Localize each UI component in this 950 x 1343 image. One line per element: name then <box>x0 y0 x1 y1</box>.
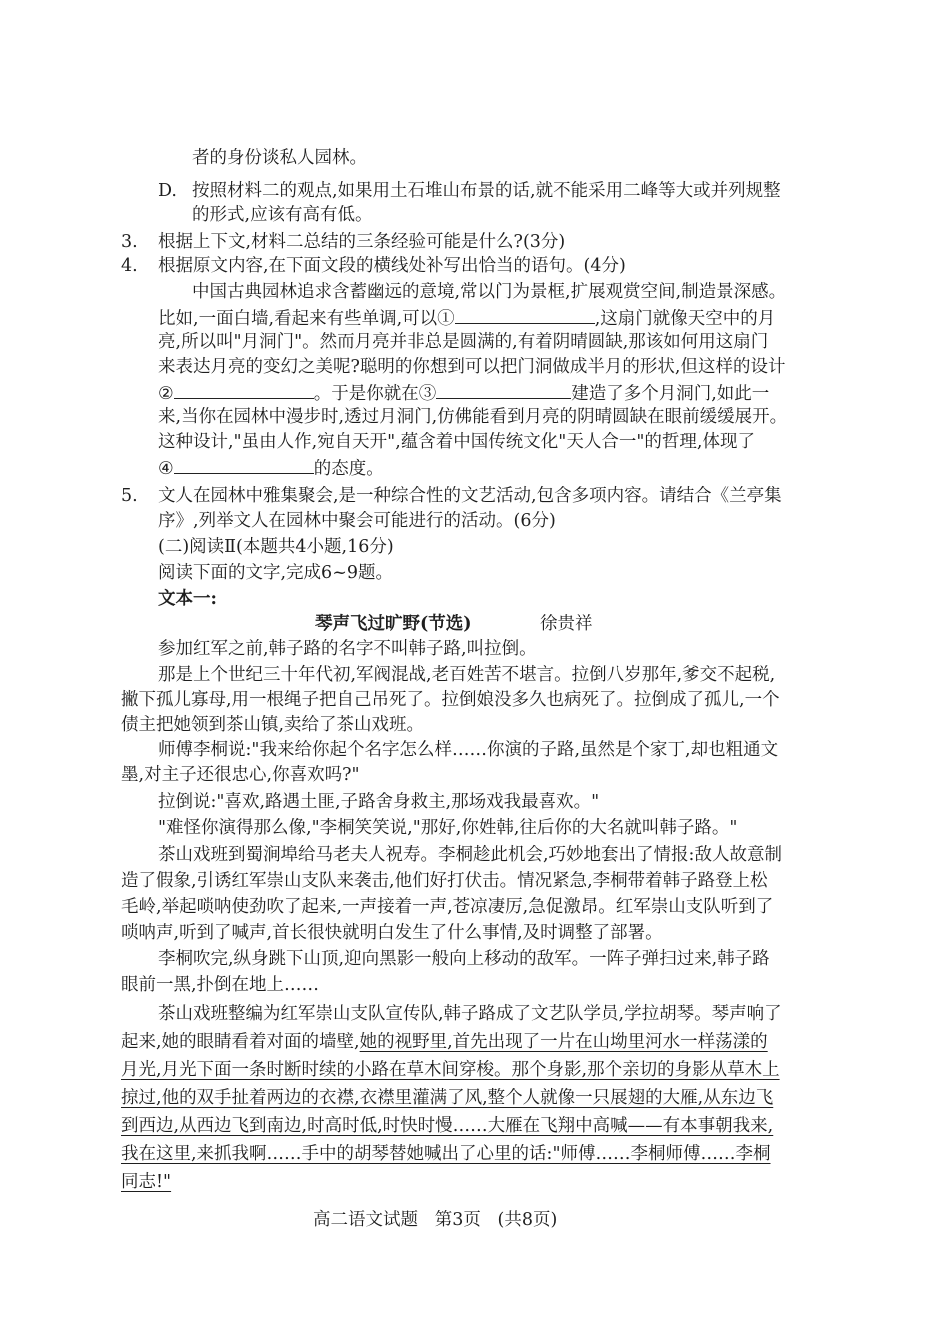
story-line: 李桐吹完,纵身跳下山顶,迎向黑影一般向上移动的敌军。一阵子弹扫过来,韩子路 <box>158 949 770 969</box>
underlined-passage: 我在这里,来抓我啊……手中的胡琴替她喊出了心里的话:"师傅……李桐师傅……李桐 <box>121 1144 771 1164</box>
option-d-text: 按照材料二的观点,如果用土石堆山布景的话,就不能采用二峰等大或并列规整 <box>192 181 781 201</box>
page-footer: 高二语文试题 第3页 (共8页) <box>313 1210 558 1230</box>
section-heading: (二)阅读Ⅱ(本题共4小题,16分) <box>158 537 394 557</box>
q4-passage-line <box>158 455 384 481</box>
story-line: 唢呐声,听到了喊声,首长很快就明白发生了什么事情,及时调整了部署。 <box>121 923 663 943</box>
story-line: 债主把她领到茶山镇,卖给了茶山戏班。 <box>121 715 425 735</box>
story-line: 毛岭,举起唢呐使劲吹了起来,一声接着一声,苍凉凄厉,急促激昂。红军崇山支队听到了 <box>121 897 774 917</box>
q3-number: 3. <box>121 232 138 252</box>
story-line: 眼前一黑,扑倒在地上…… <box>121 975 320 995</box>
q4-passage-line: 这种设计,"虽由人作,宛自天开",蕴含着中国传统文化"天人合一"的哲理,体现了 <box>158 432 755 452</box>
q4-number: 4. <box>121 256 138 276</box>
story-line: 墨,对主子还很忠心,你喜欢吗?" <box>121 765 360 785</box>
story-line: 拉倒说:"喜欢,路遇土匪,子路舍身救主,那场戏我最喜欢。" <box>158 792 600 812</box>
text1-label: 文本一: <box>158 589 217 609</box>
story-line: 茶山戏班到蜀涧埠给马老夫人祝寿。李桐趁此机会,巧妙地套出了情报:敌人故意制 <box>158 845 782 865</box>
q5-continuation: 序》,列举文人在园林中聚会可能进行的活动。(6分) <box>158 511 556 531</box>
q4-passage-text: 建造了多个月洞门,如此一 <box>571 384 770 404</box>
q4-passage-text: 比如,一面白墙,看起来有些单调,可以① <box>158 309 455 329</box>
story-line: "难怪你演得那么像,"李桐笑笑说,"那好,你姓韩,往后你的大名就叫韩子路。" <box>158 818 738 838</box>
story-line <box>121 1030 768 1054</box>
q4-passage-text: ② <box>158 384 174 404</box>
option-d-label: D. <box>158 181 177 201</box>
q4-passage-text: 的态度。 <box>313 459 384 479</box>
q4-passage-line: 中国古典园林追求含蓄幽远的意境,常以门为景框,扩展观赏空间,制造景深感。 <box>192 282 787 302</box>
story-line: 参加红军之前,韩子路的名字不叫韩子路,叫拉倒。 <box>158 639 537 659</box>
story-line: 造了假象,引诱红军崇山支队来袭击,他们好打伏击。情况紧急,李桐带着韩子路登上松 <box>121 871 768 891</box>
q3-text: 根据上下文,材料二总结的三条经验可能是什么?(3分) <box>158 232 566 252</box>
q5-text: 文人在园林中雅集聚会,是一种综合性的文艺活动,包含多项内容。请结合《兰亭集 <box>158 486 782 506</box>
q4-passage-text: ,这扇门就像天空中的月 <box>594 309 776 329</box>
q4-passage-text: 。于是你就在③ <box>313 384 437 404</box>
answer-blank-4[interactable] <box>174 455 314 474</box>
answer-blank-3[interactable] <box>436 380 571 399</box>
option-c-continuation: 者的身份谈私人园林。 <box>192 148 367 168</box>
underlined-passage: 月光,月光下面一条时断时续的小路在草木间穿梭。那个身影,那个亲切的身影从草木上 <box>121 1060 780 1080</box>
q5-number: 5. <box>121 486 138 506</box>
story-line: 那是上个世纪三十年代初,军阀混战,老百姓苦不堪言。拉倒八岁那年,爹交不起税, <box>158 665 776 685</box>
q4-passage-line: 来表达月亮的变幻之美呢?聪明的你想到可以把门洞做成半月的形状,但这样的设计 <box>158 357 786 377</box>
q4-passage-line <box>158 305 775 331</box>
q4-passage-line: 来,当你在园林中漫步时,透过月洞门,仿佛能看到月亮的阴晴圆缺在眼前缓缓展开。 <box>158 407 788 427</box>
underlined-passage: 同志!" <box>121 1172 172 1192</box>
underlined-passage: 到西边,从西边飞到南边,时高时低,时快时慢……大雁在飞翔中高喊——有本事朝我来, <box>121 1116 774 1136</box>
q4-passage-text: ④ <box>158 459 174 479</box>
story-line: 师傅李桐说:"我来给你起个名字怎么样……你演的子路,虽然是个家丁,却也粗通文 <box>158 740 779 760</box>
story-text: 起来,她的眼睛看着对面的墙壁, <box>121 1032 360 1052</box>
underlined-passage: 她的视野里,首先出现了一片在山坳里河水一样荡漾的 <box>359 1032 768 1052</box>
section-instruction: 阅读下面的文字,完成6~9题。 <box>158 563 393 583</box>
q4-passage-line <box>158 380 769 406</box>
underlined-passage: 掠过,他的双手扯着两边的衣襟,衣襟里灌满了风,整个人就像一只展翅的大雁,从东边飞 <box>121 1088 774 1108</box>
story-line: 撇下孤儿寡母,用一根绳子把自己吊死了。拉倒娘没多久也病死了。拉倒成了孤儿,一个 <box>121 690 780 710</box>
story-author: 徐贵祥 <box>540 614 593 634</box>
story-line: 茶山戏班整编为红军崇山支队宣传队,韩子路成了文艺队学员,学拉胡琴。琴声响了 <box>158 1004 782 1024</box>
q4-passage-line: 亮,所以叫"月洞门"。然而月亮并非总是圆满的,有着阴晴圆缺,那该如何用这扇门 <box>158 332 769 352</box>
option-d-continuation: 的形式,应该有高有低。 <box>192 205 373 225</box>
story-title: 琴声飞过旷野(节选) <box>315 614 472 634</box>
q4-text: 根据原文内容,在下面文段的横线处补写出恰当的语句。(4分) <box>158 256 626 276</box>
answer-blank-1[interactable] <box>455 305 595 324</box>
answer-blank-2[interactable] <box>174 380 314 399</box>
